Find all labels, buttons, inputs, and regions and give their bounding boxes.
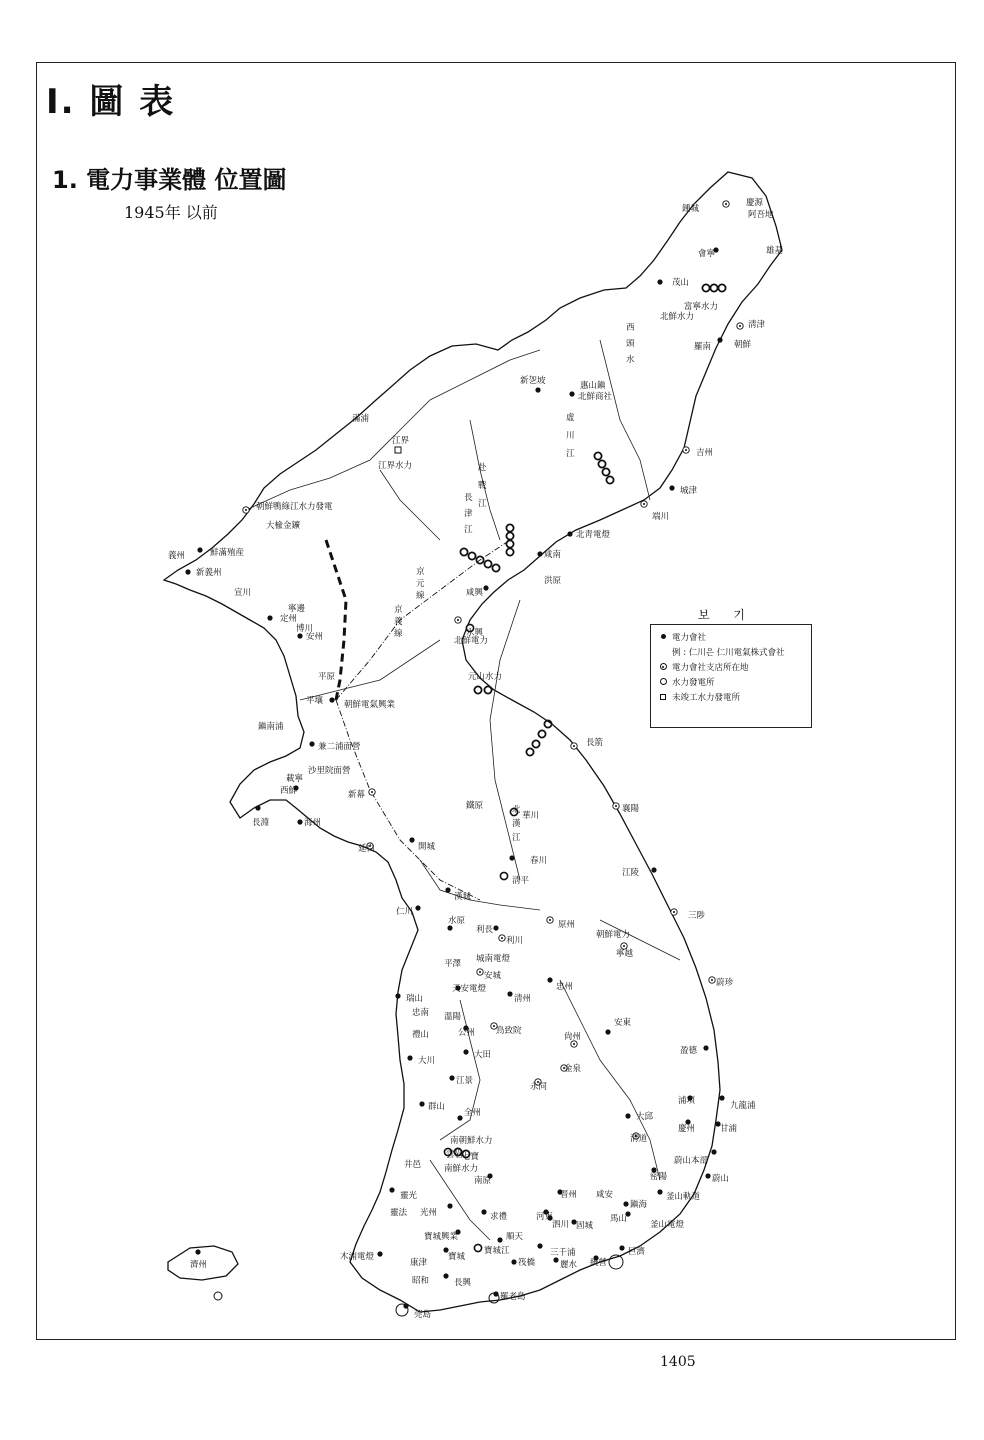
- place-label: 端川: [652, 512, 670, 522]
- place-label: 水原: [448, 916, 466, 926]
- place-label: 巨濟: [628, 1247, 646, 1257]
- place-label: 鮮滿殖産: [210, 548, 245, 558]
- place-label: 長箭: [586, 738, 604, 748]
- dotted-circle-icon: [660, 663, 667, 670]
- company-dot-icon: [329, 697, 334, 702]
- company-dot-icon: [493, 925, 498, 930]
- hydro-plant-icon: [526, 748, 533, 755]
- river-label: 京: [394, 605, 403, 615]
- place-label: 富寧水力: [684, 302, 719, 312]
- place-label: 雄基: [766, 246, 784, 256]
- place-label: 江界: [392, 436, 410, 446]
- river-label: 漢: [512, 819, 521, 829]
- place-label: 安東: [614, 1018, 632, 1028]
- company-dot-icon: [705, 1173, 710, 1178]
- river-label: 元: [416, 579, 425, 589]
- hydro-plant-icon: [506, 548, 513, 555]
- hydro-plant-icon: [702, 284, 709, 291]
- place-label: 惠山鎭: [580, 381, 606, 391]
- river-label: 江: [566, 449, 575, 459]
- place-label: 羅南: [694, 342, 712, 352]
- place-label: 鳥致院: [496, 1026, 522, 1036]
- place-label: 義州: [168, 551, 186, 561]
- river-label: 西: [626, 323, 635, 333]
- hydro-plant-icon: [492, 564, 499, 571]
- place-label: 禮山: [412, 1030, 430, 1040]
- place-label: 朝鮮鴨綠江水力發電: [256, 502, 333, 512]
- company-dot-icon: [497, 1237, 502, 1242]
- place-label: 北鮮電力: [454, 636, 489, 646]
- place-label: 河東: [536, 1212, 554, 1222]
- place-label: 釜山電燈: [650, 1220, 685, 1230]
- place-label: 滿浦: [352, 414, 370, 424]
- company-dot-icon: [537, 551, 542, 556]
- place-label: 三千浦: [550, 1248, 576, 1258]
- rivers: [246, 340, 680, 1240]
- legend-item: 電力會社支店所在地: [657, 659, 805, 674]
- place-label: 忠南: [412, 1008, 430, 1018]
- place-label: 寶城: [448, 1252, 466, 1262]
- place-label: 南朝鮮水力: [450, 1136, 493, 1146]
- place-label: 永興: [466, 628, 484, 638]
- place-label: 筏橋: [518, 1258, 536, 1268]
- place-label: 利長: [476, 925, 494, 935]
- place-label: 濟州: [190, 1260, 208, 1270]
- company-dot-icon: [605, 1029, 610, 1034]
- place-label: 鍾城: [682, 204, 700, 214]
- place-label: 淸津: [748, 320, 766, 330]
- place-label: 朝鮮電氣興業: [344, 700, 396, 710]
- place-label: 襄陽: [622, 804, 640, 814]
- hydro-plant-icon: [594, 452, 601, 459]
- company-dot-icon: [507, 991, 512, 996]
- company-dot-icon: [651, 867, 656, 872]
- hydro-plant-icon: [506, 532, 513, 539]
- place-label: 北鮮商社: [578, 392, 613, 402]
- company-dot-icon: [185, 569, 190, 574]
- place-label: 海州: [304, 818, 322, 828]
- place-label: 北靑電燈: [576, 530, 611, 540]
- place-label: 博川: [296, 624, 314, 634]
- place-label: 淸平: [512, 876, 530, 886]
- company-dot-icon: [657, 1189, 662, 1194]
- place-label: 利川: [506, 936, 524, 946]
- company-dot-icon: [443, 1273, 448, 1278]
- place-label: 慶州: [678, 1124, 696, 1134]
- company-dot-icon: [511, 1259, 516, 1264]
- place-label: 朝鮮: [734, 340, 752, 350]
- legend: [650, 624, 812, 728]
- place-label: 莞島: [414, 1310, 432, 1320]
- place-label: 統營: [590, 1258, 608, 1268]
- place-label: 寧邊: [288, 604, 306, 614]
- unfinished-hydro-icon: [395, 447, 401, 453]
- company-dot-icon: [297, 819, 302, 824]
- place-label: 茂山: [672, 278, 690, 288]
- place-label: 城津: [680, 486, 698, 496]
- hydro-plant-icon: [484, 686, 491, 693]
- company-dot-icon: [619, 1245, 624, 1250]
- place-label: 順天: [506, 1232, 524, 1242]
- place-label: 晋州: [560, 1190, 578, 1200]
- hydro-plant-icon: [500, 872, 507, 879]
- company-dot-icon: [547, 977, 552, 982]
- place-label: 平澤: [444, 959, 462, 969]
- company-dot-icon: [297, 633, 302, 638]
- place-label: 大川: [418, 1056, 436, 1066]
- company-dot-icon: [537, 1243, 542, 1248]
- place-label: 慶源: [746, 198, 764, 208]
- company-dot-icon: [197, 547, 202, 552]
- river-label: 戰: [478, 481, 487, 491]
- company-dot-icon: [419, 1101, 424, 1106]
- place-label: 甘浦: [720, 1124, 738, 1134]
- place-label: 天安電燈: [452, 984, 487, 994]
- legend-title: 보 기: [698, 608, 755, 622]
- place-label: 大田: [474, 1050, 492, 1060]
- place-label: 洪原: [544, 576, 562, 586]
- place-label: 寧越: [616, 949, 634, 959]
- place-label: 寶城江: [484, 1246, 510, 1256]
- place-label: 忠州: [556, 982, 574, 992]
- company-dot-icon: [703, 1045, 708, 1050]
- place-label: 寶城興業: [424, 1232, 459, 1242]
- legend-item: 未竣工水力發電所: [657, 689, 805, 704]
- hydro-plant-icon: [602, 468, 609, 475]
- company-dot-icon: [377, 1251, 382, 1256]
- place-label: 兼二浦面營: [318, 742, 361, 752]
- hydro-plant-icon: [460, 548, 467, 555]
- place-label: 康津: [410, 1258, 428, 1268]
- company-dot-icon: [717, 337, 722, 342]
- place-label: 井邑: [404, 1160, 422, 1170]
- hydro-plant-icon: [484, 560, 491, 567]
- place-label: 南鮮水力: [444, 1164, 479, 1174]
- company-dot-icon: [267, 615, 272, 620]
- open-circle-icon: [660, 678, 667, 685]
- company-dot-icon: [447, 925, 452, 930]
- hydro-plant-icon: [532, 740, 539, 747]
- place-label: 城南電燈: [476, 954, 511, 964]
- company-dot-icon: [407, 1055, 412, 1060]
- river-label: 江: [478, 499, 487, 509]
- place-label: 咸南: [544, 550, 562, 560]
- place-label: 釜山軌道: [666, 1192, 701, 1202]
- hydro-plant-icon: [598, 460, 605, 467]
- place-label: 鎭南浦: [258, 722, 284, 732]
- island: [214, 1292, 222, 1300]
- company-dot-icon: [567, 531, 572, 536]
- hydro-plant-icon: [474, 686, 481, 693]
- place-label: 開城: [418, 842, 436, 852]
- railway-line: [336, 700, 480, 900]
- company-dot-icon: [553, 1257, 558, 1262]
- place-label: 安州: [306, 632, 324, 642]
- place-label: 公州: [458, 1028, 476, 1038]
- company-dot-icon: [445, 887, 450, 892]
- river-label: 北: [512, 805, 521, 815]
- place-label: 淸州: [514, 994, 532, 1004]
- place-label: 固城: [576, 1221, 594, 1231]
- place-label: 蔚山: [712, 1174, 730, 1184]
- place-label: 昭和: [412, 1276, 430, 1286]
- place-label: 淸道: [630, 1134, 648, 1144]
- river-label: 京: [416, 567, 425, 577]
- place-label: 江景: [456, 1076, 474, 1086]
- place-label: 尙州: [564, 1032, 582, 1042]
- company-dot-icon: [403, 1303, 408, 1308]
- river-label: 赴: [478, 463, 487, 473]
- company-dot-icon: [569, 391, 574, 396]
- place-label: 鎭海: [630, 1200, 648, 1210]
- company-dot-icon: [309, 741, 314, 746]
- place-label: 新乫坡: [520, 376, 546, 386]
- place-label: 三陟: [688, 911, 706, 921]
- place-label: 延白: [358, 844, 376, 854]
- river-label: 頭: [626, 339, 635, 349]
- place-label: 北鮮水力: [660, 312, 695, 322]
- place-label: 靈光: [400, 1191, 418, 1201]
- company-dot-icon: [409, 837, 414, 842]
- place-label: 會寧: [698, 249, 716, 259]
- place-label: 靈法: [390, 1208, 408, 1218]
- chapter-heading: I. 圖 表: [46, 82, 176, 122]
- place-label: 新義州: [196, 568, 222, 578]
- hydro-plant-icon: [718, 284, 725, 291]
- place-label: 瑞山: [406, 994, 424, 1004]
- legend-item: 水力發電所: [657, 674, 805, 689]
- company-dot-icon: [447, 1203, 452, 1208]
- place-label: 平壤: [306, 696, 324, 706]
- place-label: 永同: [530, 1082, 548, 1092]
- place-label: 九龍浦: [730, 1101, 756, 1111]
- place-label: 木浦電燈: [340, 1252, 375, 1262]
- company-dot-icon: [255, 805, 260, 810]
- company-dot-icon: [195, 1249, 200, 1254]
- company-dot-icon: [509, 855, 514, 860]
- hydro-plant-icon: [506, 524, 513, 531]
- place-label: 蔚珍: [716, 978, 734, 988]
- place-label: 平原: [318, 672, 336, 682]
- place-label: 安城: [484, 971, 502, 981]
- river-label: 長: [464, 493, 473, 503]
- company-dot-icon: [625, 1113, 630, 1118]
- place-label: 宣川: [234, 588, 252, 598]
- place-label: 長興: [454, 1278, 472, 1288]
- place-label: 春川: [530, 856, 548, 866]
- company-dot-icon: [415, 905, 420, 910]
- company-dot-icon: [463, 1049, 468, 1054]
- company-dot-icon: [669, 485, 674, 490]
- place-label: 阿吾地: [748, 210, 774, 220]
- company-dot-icon: [657, 279, 662, 284]
- company-dot-icon: [395, 993, 400, 998]
- map-labels: [168, 197, 784, 1320]
- company-dot-icon: [449, 1075, 454, 1080]
- hydro-plant-icon: [710, 284, 717, 291]
- place-label: 沙里院面營: [308, 766, 351, 776]
- place-label: 仁川: [396, 907, 414, 917]
- hydro-plant-icon: [506, 540, 513, 547]
- company-dot-icon: [535, 387, 540, 392]
- filled-dot-icon: [661, 634, 666, 639]
- place-label: 泗川: [552, 1220, 570, 1230]
- hydro-plant-icon: [538, 730, 545, 737]
- section-heading: 1. 電力事業體 位置圖: [52, 166, 287, 194]
- legend-item: 電力會社: [657, 629, 805, 644]
- place-label: 原州: [558, 920, 576, 930]
- place-label: 盈德: [680, 1046, 698, 1056]
- company-dot-icon: [483, 585, 488, 590]
- place-label: 密陽: [650, 1172, 668, 1182]
- river-label: 線: [416, 591, 425, 601]
- place-label: 群山: [428, 1102, 446, 1112]
- place-label: 浦項: [678, 1096, 696, 1106]
- place-label: 長淵: [252, 818, 270, 828]
- place-label: 朝鮮電力: [596, 930, 631, 940]
- place-label: 全州: [464, 1108, 482, 1118]
- place-label: 咸興: [466, 588, 484, 598]
- place-label: 載寧: [286, 774, 304, 784]
- place-label: 雲岩: [446, 1150, 464, 1160]
- place-label: 咸安: [596, 1190, 614, 1200]
- place-label: 南原: [474, 1176, 492, 1186]
- place-label: 西鮮: [280, 786, 298, 796]
- place-label: 吉州: [696, 448, 714, 458]
- hydro-plant-icon: [606, 476, 613, 483]
- open-square-icon: [660, 694, 666, 700]
- river-label: 江: [512, 833, 521, 843]
- hydro-plant-icon: [474, 1244, 481, 1251]
- place-label: 溫陽: [444, 1012, 462, 1022]
- company-dot-icon: [481, 1209, 486, 1214]
- period-subtitle: 1945年 以前: [124, 203, 218, 222]
- place-label: 大楡金鑛: [266, 521, 301, 531]
- place-label: 漢城: [454, 892, 472, 902]
- legend-item: 例 : 仁川은 仁川電氣株式會社: [672, 647, 785, 658]
- page-number: 1405: [660, 1354, 696, 1370]
- river-label: 線: [394, 629, 403, 639]
- place-label: 金泉: [564, 1064, 582, 1074]
- place-label: 麗水: [560, 1260, 578, 1270]
- river-label: 義: [394, 617, 403, 627]
- river-label: 江: [464, 525, 473, 535]
- place-label: 光州: [420, 1208, 438, 1218]
- river-label: 津: [464, 509, 473, 519]
- river-label: 水: [626, 355, 635, 365]
- place-label: 蔚山本部: [674, 1156, 709, 1166]
- place-label: 求禮: [490, 1212, 508, 1222]
- company-dot-icon: [711, 1149, 716, 1154]
- place-label: 定州: [280, 614, 298, 624]
- place-label: 羅老島: [500, 1292, 526, 1302]
- place-label: 江陵: [622, 868, 640, 878]
- company-dot-icon: [457, 1115, 462, 1120]
- company-dot-icon: [493, 1291, 498, 1296]
- place-label: 大邱: [636, 1112, 654, 1122]
- company-dot-icon: [389, 1187, 394, 1192]
- company-dot-icon: [719, 1095, 724, 1100]
- place-label: 華川: [522, 811, 540, 821]
- place-label: 新幕: [348, 790, 366, 800]
- place-label: 江界水力: [378, 461, 413, 471]
- river-label: 虛: [566, 413, 575, 423]
- place-label: 馬山: [610, 1214, 628, 1224]
- place-label: 七寶: [462, 1152, 480, 1162]
- place-label: 鐵原: [466, 801, 484, 811]
- place-label: 元山水力: [468, 672, 503, 682]
- river-label: 川: [566, 431, 575, 441]
- company-dot-icon: [623, 1201, 628, 1206]
- hydro-plant-icon: [468, 552, 475, 559]
